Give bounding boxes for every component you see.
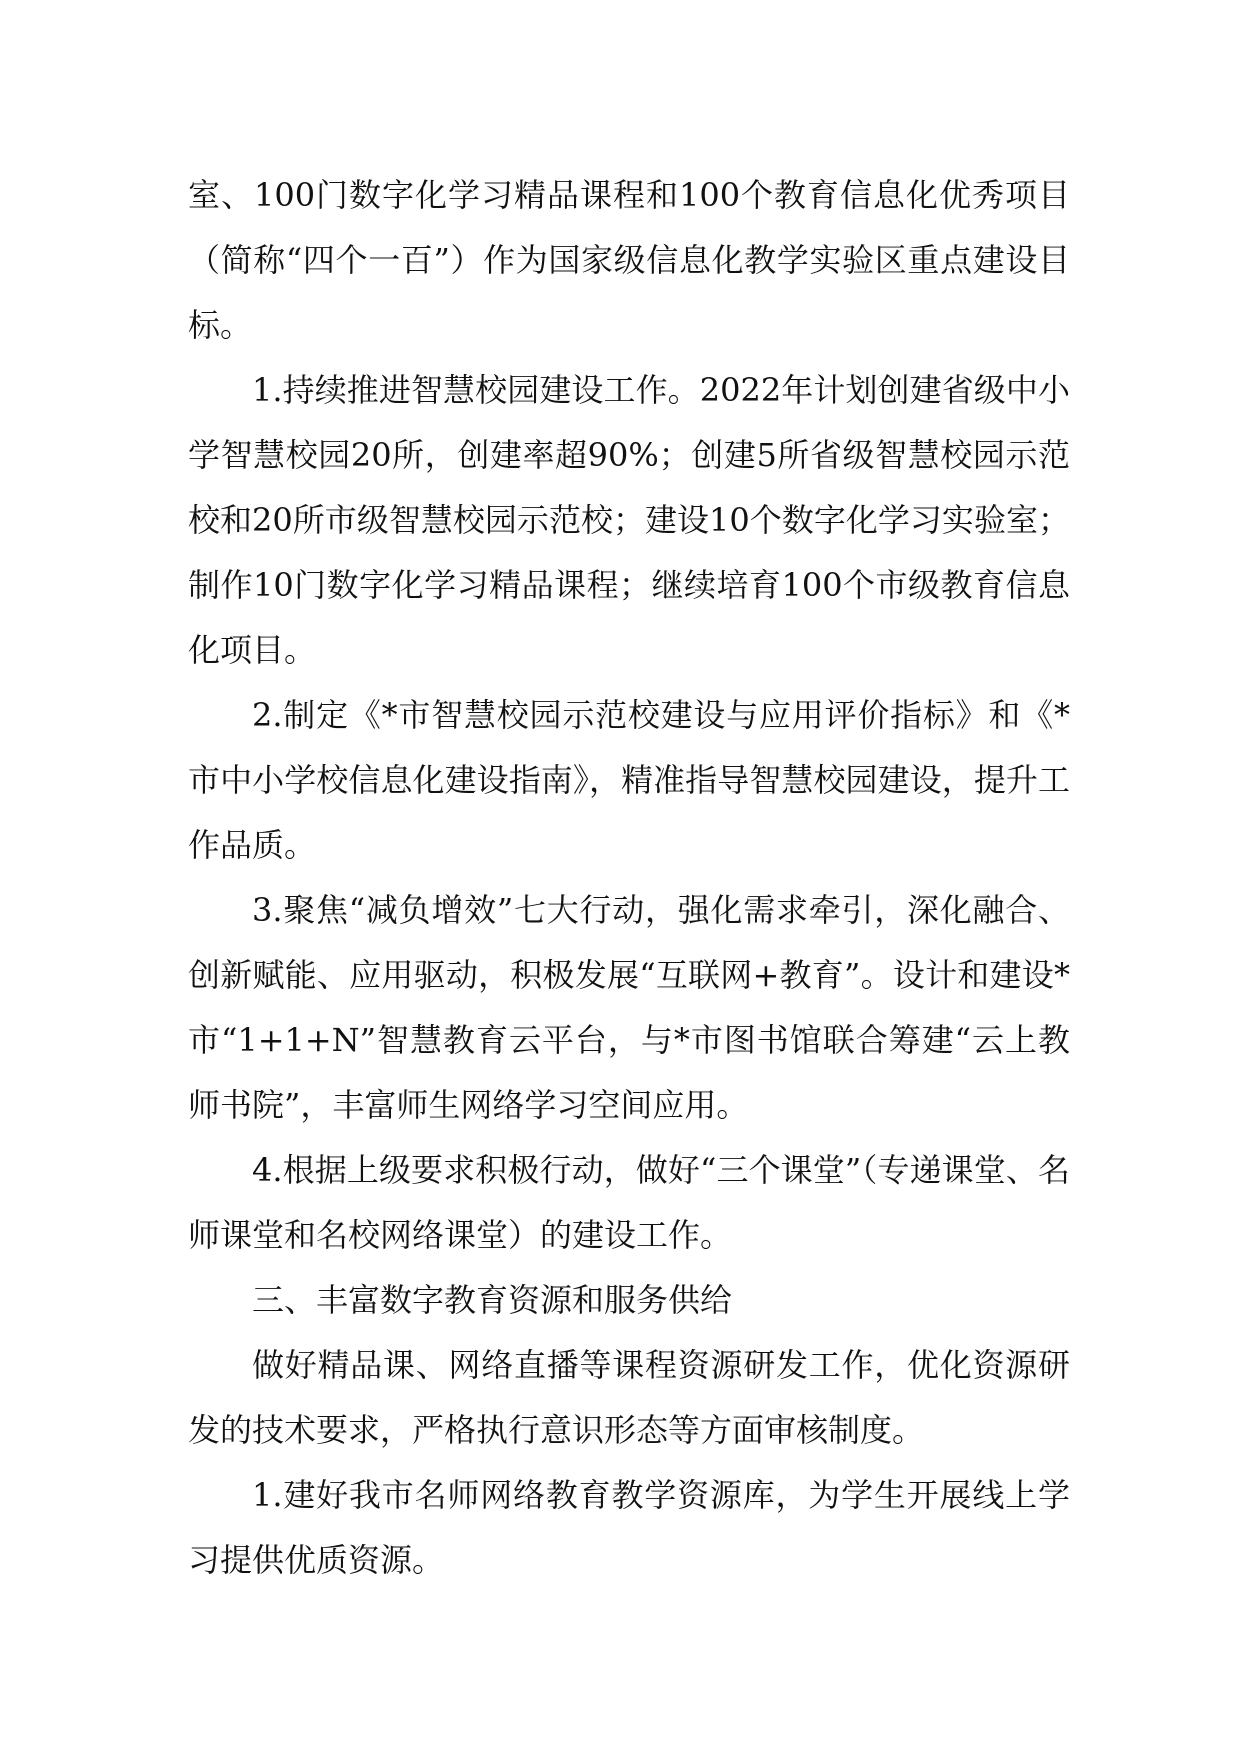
paragraph-item-3-actions: 3.聚焦“减负增效”七大行动，强化需求牵引，深化融合、创新赋能、应用驱动，积极发展“互联网+教育”。设计和建设*市“1+1+N”智慧教育云平台，与*市图书馆联合筹建“云上教师书院”，丰富师生网络学习空间应用。 [188, 891, 1070, 1124]
paragraph-continuation: 室、100门数字化学习精品课程和100个教育信息化优秀项目（简称“四个一百”）作为国家级信息化教学实验区重点建设目标。 [188, 176, 1070, 344]
document-body [188, 163, 1070, 1593]
section-heading-3: 三、丰富数字教育资源和服务供给 [252, 1281, 733, 1319]
paragraph-item-1-smart-campus: 1.持续推进智慧校园建设工作。2022年计划创建省级中小学智慧校园20所，创建率超90%；创建5所省级智慧校园示范校和20所市级智慧校园示范校；建设10个数字化学习实验室；制作10门数字化学习精品课程；继续培育100个市级教育信息化项目。 [188, 371, 1070, 669]
paragraph-section-3-item-1: 1.建好我市名师网络教育教学资源库，为学生开展线上学习提供优质资源。 [188, 1476, 1070, 1579]
paragraph-section-3-intro: 做好精品课、网络直播等课程资源研发工作，优化资源研发的技术要求，严格执行意识形态等方面审核制度。 [188, 1346, 1070, 1449]
paragraph-item-4-three-classrooms: 4.根据上级要求积极行动，做好“三个课堂”（专递课堂、名师课堂和名校网络课堂）的建设工作。 [188, 1151, 1070, 1254]
paragraph-item-2-standards: 2.制定《*市智慧校园示范校建设与应用评价指标》和《*市中小学校信息化建设指南》，精准指导智慧校园建设，提升工作品质。 [188, 696, 1070, 864]
